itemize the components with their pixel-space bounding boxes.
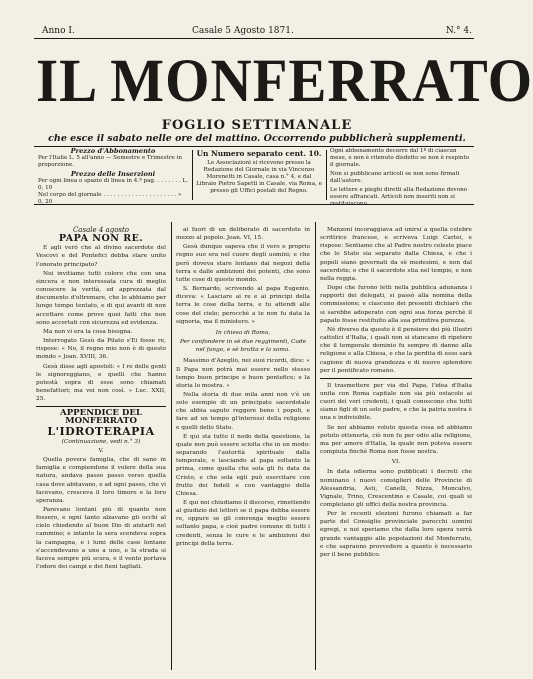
article-headline: PAPA NON RE.: [58, 233, 144, 245]
column-3: [320, 226, 472, 671]
novel-paragraph: Quella povera famiglia, che di sano in famiglia e compiendone il volere della sua natura, andava passo passo verso quella casa dove abitavano, e ad ogni passo, che vi facevano, cresceva il loro timore e la loro speranza.: [36, 457, 166, 504]
chapter-number: V.: [98, 447, 104, 454]
chapter-number: VI.: [391, 459, 401, 466]
column-2: [176, 226, 310, 671]
boxes-rule: [34, 204, 474, 205]
issue-date: Casale 5 Agosto 1871.: [192, 26, 294, 36]
notice-3: Le lettere e pieghi diretti alla Redazione devono essere affrancati. Articoli non inseriti non si restituiscono.: [330, 187, 468, 207]
column-divider-2: [315, 222, 316, 670]
article-paragraph: E qui noi chiudiamo il discorso, rimettendo al giudizio dei lettori se il papa debba essere re, oppure se gli convenga meglio essere soltanto papa, e cioè padre comune di tutti i credenti, senza le cure e le ambizioni dei principi della terra.: [176, 500, 310, 547]
column-divider-1: [171, 222, 172, 670]
insertion-row-2: Nel corpo del giornale . . . . . . . . . . . . . . . . . . . . . » 0, 20: [38, 192, 182, 205]
notices-box: [330, 148, 470, 207]
article-paragraph: ai fuori di un deliberato di sacerdote in mezzo al popolo. Joan. VI, 15.: [176, 227, 310, 242]
article-paragraph: Gesù disse agli apostoli: « I re delle genti le signoreggiano, e quelli che hanno potestà sopra di esse sono chiamati benefattori; ma voi non così. » Luc. XXII, 25.: [36, 363, 166, 403]
price-row: Per l'Italie L. 5 all'anno — Semestre e Trimestre in proporzione.: [38, 155, 182, 168]
appendix-rule: [36, 406, 166, 407]
price-title: Prezzo d'Abbonamento: [70, 147, 156, 155]
header-rule: [34, 38, 474, 39]
insertion-row-1: Per ogni linea o spazio di linea in 4.ª pag. . . . . . . . L. 0, 10: [38, 178, 188, 191]
article-paragraph: E qui sta tutto il nodo della questione, la quale non può essere sciolta che in un modo: separando l'autorità spirituale dalla temporale, e lasciando al papa soltanto la prima, come quella che sola gli fu data da Cristo, e che sola egli può esercitare con frutto dei fedeli e con vantaggio della Chiesa.: [176, 433, 310, 497]
appendix-title: APPENDICE DEL MONFERRATO: [60, 408, 142, 427]
novel-title: L'IDROTERAPIA: [47, 424, 155, 438]
article-paragraph: Noi invitiamo tutti coloro che con una sincera e non interessata cura di meglio conoscere la verità, ed apprezzata dal documento d'oltremare, che lo abbiamo per lungo tempo tentato, e di qui avanti di non accettare come prove quei fatti che non sono accertati con sicurezza ed evidenza.: [36, 270, 166, 326]
notice-1: Ogni abbonamento decorre dal 1º di ciascun mese, e non è ritenuto disdetto se non è respinto il giornale.: [330, 148, 470, 168]
notice-2: Non si pubblicano articoli se non sono firmati dall'autore.: [330, 171, 460, 184]
subscription-box: [38, 147, 188, 205]
issue-number: N.° 4.: [445, 26, 472, 36]
subscription-info: Le Associazioni si ricevono presso la Redazione del Giornale in via Vincenzo Morenetti in Casale, casa n.° 4, e dal Libraio Pietro Sapetti in Casale, via Roma, e presso gli Uffici postali del Regno.: [196, 160, 322, 194]
article-paragraph: Ma non vi era la cosa bisogna.: [43, 328, 133, 335]
article-paragraph: Massimo d'Azeglio, nei suoi ricordi, dice: « Il Papa non potrà mai essere nello stesso tempo buon principe e buon pontefice; e la storia lo mostra. »: [176, 358, 310, 389]
quote-verse: Per confondere in sè due reggimenti, Cade nel fango, e sè brutta e la soma.: [179, 339, 307, 354]
article-paragraph: E agli veró che al divino sacerdote del Vescovi e del Pontefici debba stare unito l'onorato principato?: [36, 245, 166, 268]
article-paragraph: Gesù dunque sapeva che il vero e proprio regno suo era nel cuore degli uomini; e che però doveva stare lontano dai negozi della terra e dalle ambizioni dei potenti, che sono tutte cose di questo mondo.: [176, 244, 310, 283]
article-paragraph: S. Bernardo, scrivendo al papa Eugenio, diceva: « Lasciare ai re e ai principi della terra le cose della terra, e tu attendi alle cose del cielo; perocchè a te non fu data la signoria, ma il ministero. »: [176, 286, 310, 325]
article-paragraph: Il trasmettere per via del Papa, l'idea d'Italia unita con Roma capitale non sia più ostacolo ai cuori dei veri credenti, i quali conoscono che tutti siamo figli di un solo padre, e che la patria nostra è una e indivisibile.: [320, 382, 472, 422]
article-paragraph: Nella storia di due mila anni non v'è un solo esempio di un principato sacerdotale che abbia saputo reggere bene i popoli, e fare ad un tempo gl'interessi della religione e quelli dello Stato.: [176, 391, 310, 431]
masthead-subtitle: FOGLIO SETTIMANALE: [161, 118, 353, 133]
novel-paragraph: Parevano lontani più di quanto non fossero, e ogni tanto alzavano gli occhi al cielo chiedendo al buon Dio di aiutarli nel cammino; e intanto la sera scendeva sopra la campagna, e i lumi delle case lontane s'accendevano a uno a uno, e la strada si faceva sempre più scura, e il vento portava l'odore dei campi e dei fieni tagliati.: [36, 507, 166, 571]
single-copy-title: Un Numero separato cent. 10.: [196, 149, 322, 158]
article-paragraph: In data odierna sono pubblicati i decreti che nominano i nuovi consiglieri delle Provincie di Alessandria, Asti, Canelli, Nizza, Moncalvo, Vignale, Trino, Crescentino e Casale, coi quali si completano gli uffici della nostra provincia.: [320, 469, 472, 508]
insertion-title: Prezzo delle Inserzioni: [70, 170, 156, 178]
article-paragraph: Dopo che furono letti nella pubblica adunanza i rapporti dei delegati, si passò alla nomina della commissione; e ciascuno dei presenti dichiarò che si sarebbe adoperato con ogni sua forza perchè il papato fosse restituito alla sua primitiva purezza.: [320, 285, 472, 324]
masthead-tagline: che esce il sabato nelle ore del mattino. Occorrendo pubblicherà supplementi.: [48, 133, 466, 144]
dateline: Casale 4 agosto: [72, 226, 130, 234]
article-paragraph: Per le recenti elezioni furono chiamati a far parte del Consiglio provinciale parecchi uomini egregi, e noi speriamo che dalla loro opera verrà grande vantaggio alle popolazioni del Monferrato, e che sapranno provvedere a quanto è necessario per il bene pubblico.: [320, 511, 472, 558]
article-paragraph: Se noi abbiamo voluto questa cosa ed abbiamo potuto ottenerla, ciò non fu per odio alla religione, ma per amore d'Italia, la quale non poteva essere compiuta finchè Roma non fosse nostra.: [320, 424, 472, 456]
issue-year: Anno I.: [42, 26, 75, 36]
article-paragraph: Nè diverso da questo è il pensiero dei più illustri cattolici d'Italia, i quali non si stancano di ripetere che il temporale dominio fu sempre di danno alla religione e alla Chiesa, e che la perdita di esso sarà cagione di nuova grandezza e di nuovo splendore per il pontificato romano.: [320, 326, 472, 374]
box-divider-1: [192, 150, 193, 200]
section-rule: [320, 378, 472, 379]
column-1: [36, 226, 166, 671]
quote-title: In chiesa di Roma,: [215, 329, 271, 336]
masthead-title: IL MONFERRATO: [36, 46, 533, 115]
article-paragraph: Interrogato Gesù da Pilato s'Ei fosse re, rispose: « No, il regno mio non è di questo mondo » Joan. XVIII, 36.: [36, 338, 166, 361]
article-paragraph: Manzoni incoraggiava ad unirsi a quella celebre scrittrice francese, e scriveva Luigi Cartei, e rispose: Sentiamo che al Padre nostro celeste piace che lo Stato sia separato dalla Chiesa, e che i popoli siano governati da sè medesimi, e non dal sacerdote; e che il sacerdote stia nel tempio, e non nella reggia.: [320, 227, 472, 282]
box-divider-2: [326, 150, 327, 200]
single-copy-box: [196, 148, 322, 202]
continuation-note: (Continuazione, vedi n.° 3): [61, 438, 141, 445]
